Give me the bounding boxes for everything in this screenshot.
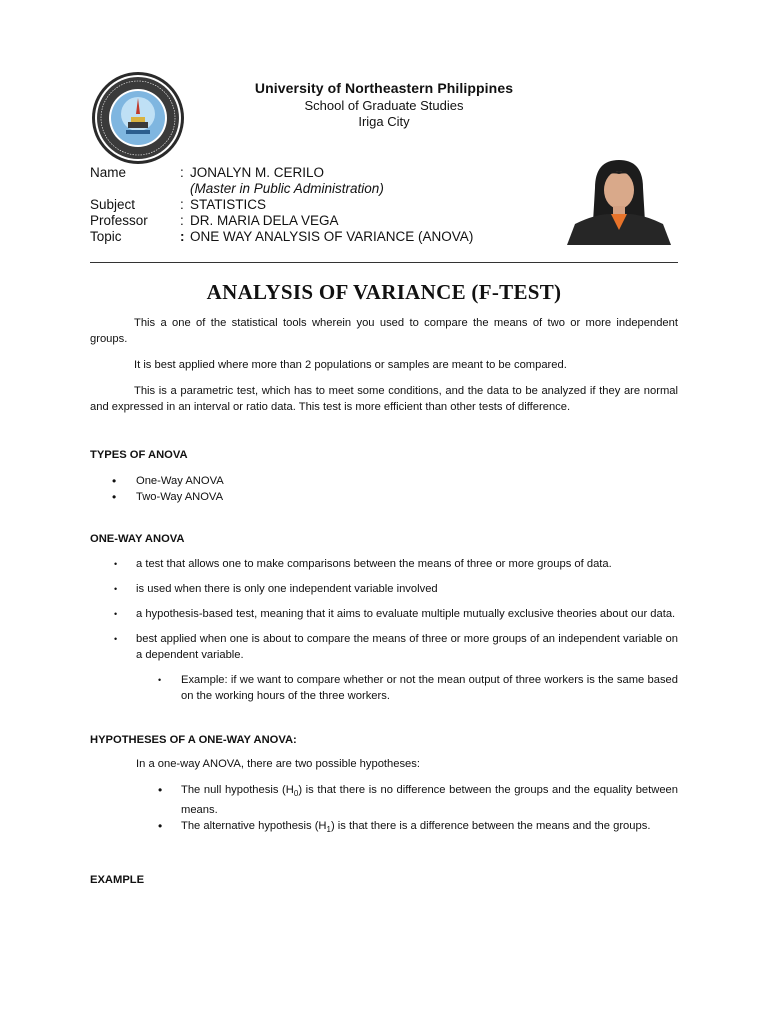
hypotheses-lead: In a one-way ANOVA, there are two possible hypotheses:	[136, 758, 420, 770]
types-heading: TYPES OF ANOVA	[90, 449, 188, 461]
hypotheses-list	[90, 782, 678, 838]
colon: :	[180, 197, 184, 212]
types-list	[90, 473, 678, 505]
school-name: School of Graduate Studies	[304, 98, 464, 113]
hypotheses-heading: HYPOTHESES OF A ONE-WAY ANOVA:	[90, 734, 297, 746]
example-list	[90, 672, 678, 704]
topic-value: ONE WAY ANALYSIS OF VARIANCE (ANOVA)	[190, 229, 474, 244]
name-label: Name	[90, 165, 127, 180]
list-item: • a hypothesis-based test, meaning that it aims to evaluate multiple mutually exclusive theories about our data.	[90, 606, 678, 622]
professor-value: DR. MARIA DELA VEGA	[190, 213, 339, 228]
list-item: • One-Way ANOVA	[90, 473, 678, 489]
student-photo	[565, 152, 673, 245]
null-hypothesis: • The null hypothesis $(H_0)$ is that there is no difference between the groups and the equality between means.	[90, 782, 678, 818]
professor-label: Professor	[90, 213, 148, 228]
university-name: University of Northeastern Philippines	[254, 80, 514, 96]
header-divider	[90, 262, 678, 263]
list-item: • a test that allows one to make comparisons between the means of three or more groups of data.	[90, 556, 678, 572]
name-value: JONALYN M. CERILO	[190, 165, 325, 180]
intro-paragraph: This a one of the statistical tools wherein you used to compare the means of two or more independent groups.	[90, 317, 678, 345]
list-item: • Two-Way ANOVA	[90, 489, 678, 505]
intro-paragraph: It is best applied where more than 2 populations or samples are meant to be compared.	[134, 359, 567, 371]
intro-paragraph: This is a parametric test, which has to meet some conditions, and the data to be analyzed if they are normal and expressed in an interval or ratio data. This test is more efficient than other tests of difference.	[90, 385, 678, 413]
alternative-hypothesis: • The alternative hypothesis $(H_1)$ is that there is a difference between the means and the groups.	[90, 818, 678, 838]
city-name: Iriga City	[358, 114, 410, 129]
degree-value: (Master in Public Administration)	[190, 181, 384, 196]
colon: :	[180, 213, 184, 228]
subject-value: STATISTICS	[190, 197, 267, 212]
document-title: ANALYSIS OF VARIANCE (F-TEST)	[206, 280, 562, 304]
topic-label: Topic	[90, 229, 122, 244]
list-item: • is used when there is only one independent variable involved	[90, 581, 678, 597]
colon: :	[180, 165, 184, 180]
oneway-list	[90, 556, 678, 663]
example-heading: EXAMPLE	[90, 874, 145, 887]
university-seal-logo	[90, 70, 186, 166]
colon: :	[180, 229, 185, 244]
university-heading	[200, 80, 568, 129]
subject-label: Subject	[90, 197, 136, 212]
oneway-heading: ONE-WAY ANOVA	[90, 533, 185, 545]
example-item: • Example: if we want to compare whether or not the mean output of three workers is the same based on the working hours of the three workers.	[90, 672, 678, 704]
list-item: • best applied when one is about to compare the means of three or more groups of an independent variable on a dependent variable.	[90, 631, 678, 663]
document-body	[90, 315, 678, 888]
